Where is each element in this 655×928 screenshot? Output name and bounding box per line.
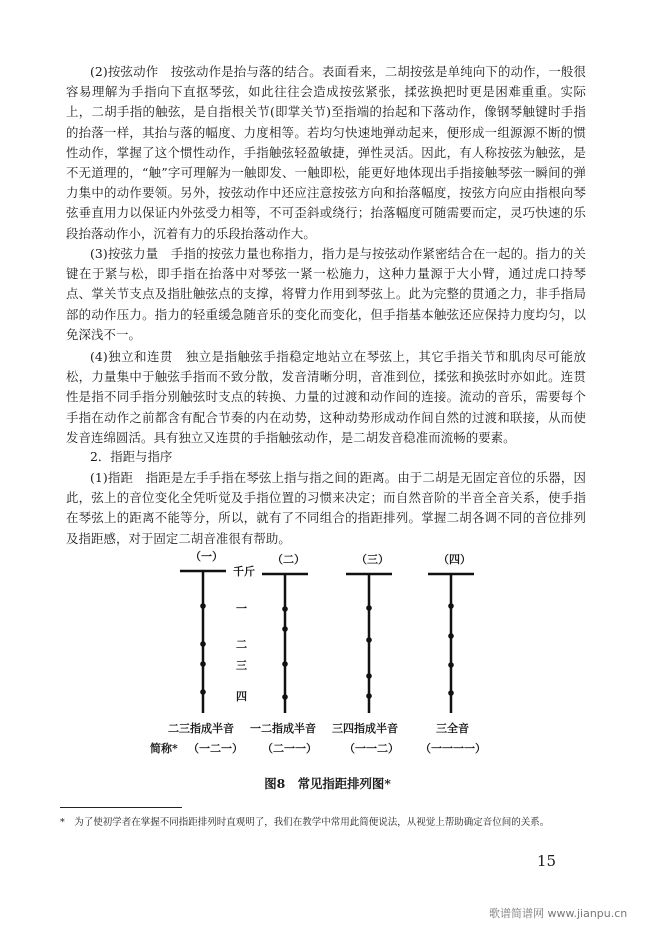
column-code-4: （一一一一） [420,742,486,755]
paragraph-text: (1)指距 指距是左手手指在琴弦上指与指之间的距离。由于二胡是无固定音位的乐器，因此，弦上的音位变化全凭听觉及手指位置的习惯来决定；而自然音阶的半音全音关系，使手指在琴弦上的距离不能等分，所以，就有了不同组合的指距排列。掌握二胡各调不同的音位排列及指距感，对于固定二胡音准很有帮助。 [66,470,586,546]
column-code-2: （二一一） [262,742,317,755]
footnote-divider [60,807,182,808]
figure-caption: 图8 常见指距排列图* [264,776,391,791]
finger-dot [282,606,288,612]
column-name-2: 一二指成半音 [250,722,316,735]
finger-dot [366,693,372,699]
section-heading: 2．指距与指序 [90,449,173,464]
paragraph-text: (4)独立和连贯 独立是指触弦手指稳定地站立在琴弦上，其它手指关节和肌肉尽可能放松，力量集中于触弦手指而不致分散，发音清晰分明，音准到位，揉弦和换弦时亦如此。连贯性是指不同手指分别触弦时支点的转换、力量的过渡和动作间的连接。流动的音乐，需要每个手指在动作之前都含有配合节奏的内在动势，这种动势形成动作间自然的过渡和联接，从而使发音连绵圆活。具有独立又连贯的手指触弦动作，是二胡发音稳准而流畅的要素。 [66,349,586,445]
finger-label-2: 二 [236,638,247,651]
finger-dot [366,673,372,679]
finger-dot [448,690,454,696]
string-column-4 [428,574,474,713]
column-code-1: （一二一） [188,742,243,755]
finger-label-3: 三 [236,659,247,672]
finger-label-1: 一 [236,602,247,615]
finger-dot [200,661,206,667]
column-name-4: 三全音 [436,722,469,735]
column-header-3: （三） [356,553,389,566]
string-column-2 [262,574,308,713]
finger-dot [282,661,288,667]
abbreviation-prefix: 简称* [150,742,178,755]
page-number: 15 [537,852,557,870]
finger-label-nut: 千斤 [233,565,255,578]
finger-dot [448,633,454,639]
finger-dot [448,603,454,609]
column-header-1: （一） [190,550,223,563]
column-name-3: 三四指成半音 [332,722,398,735]
paragraph-text: (2)按弦动作 按弦动作是抬与落的结合。表面看来，二胡按弦是单纯向下的动作，一般很容易理解为手指向下直抠琴弦，如此往往会造成按弦紧张，揉弦换把时更是困难重重。实际上，二胡手指的触弦，是自指根关节(即掌关节)至指端的抬起和下落动作，像钢琴触键时手指的抬落一样，其抬与落的幅度、力度相等。若均匀快速地弹动起来，便形成一组源源不断的惯性动作，掌握了这个惯性动作，手指触弦轻盈敏捷，弹性灵活。因此，有人称按弦为触弦，是不无道理的，“触”字可理解为一触即发、一触即松，能更好地体现出手指接触琴弦一瞬间的弹力集中的动作要领。另外，按弦动作中还应注意按弦方向和抬落幅度，按弦方向应由指根向琴弦垂直用力以保证内外弦受力相等，不可歪斜或绕行；抬落幅度可随需要而定，灵巧快速的乐段抬落动作小，沉着有力的乐段抬落动作大。 [66,64,586,241]
finger-dot [200,603,206,609]
finger-dot [366,605,372,611]
string-column-3 [346,574,392,713]
paragraph-text: (3)按弦力量 手指的按弦力量也称指力，指力是与按弦动作紧密结合在一起的。指力的关键在于紧与松，即手指在抬落中对琴弦一紧一松施力，这种力量源于大小臂，通过虎口持琴点、掌关节支点及指肚触弦点的支撑，将臂力作用到琴弦上。此为完整的贯通之力，非手指局部的动作压力。指力的轻重缓急随音乐的变化而变化，但手指基本触弦还应保持力度均匀，以免深浅不一。 [66,246,586,342]
column-header-2: （二） [272,553,305,566]
column-code-3: （一一二） [344,742,399,755]
footnote: * 为了使初学者在掌握不同指距排列时直观明了，我们在教学中常用此简便说法，从视觉上帮助确定音位间的关系。 [60,817,550,828]
finger-dot [200,641,206,647]
finger-dot [200,689,206,695]
finger-dot [282,694,288,700]
finger-dot [282,626,288,632]
finger-label-4: 四 [236,690,247,703]
column-header-4: （四） [438,553,471,566]
column-name-1: 二三指成半音 [168,722,234,735]
string-column-1 [180,571,226,713]
watermark: 歌谱简谱网 www.jianpu.cn [489,907,628,920]
finger-dot [366,637,372,643]
finger-dot [448,662,454,668]
